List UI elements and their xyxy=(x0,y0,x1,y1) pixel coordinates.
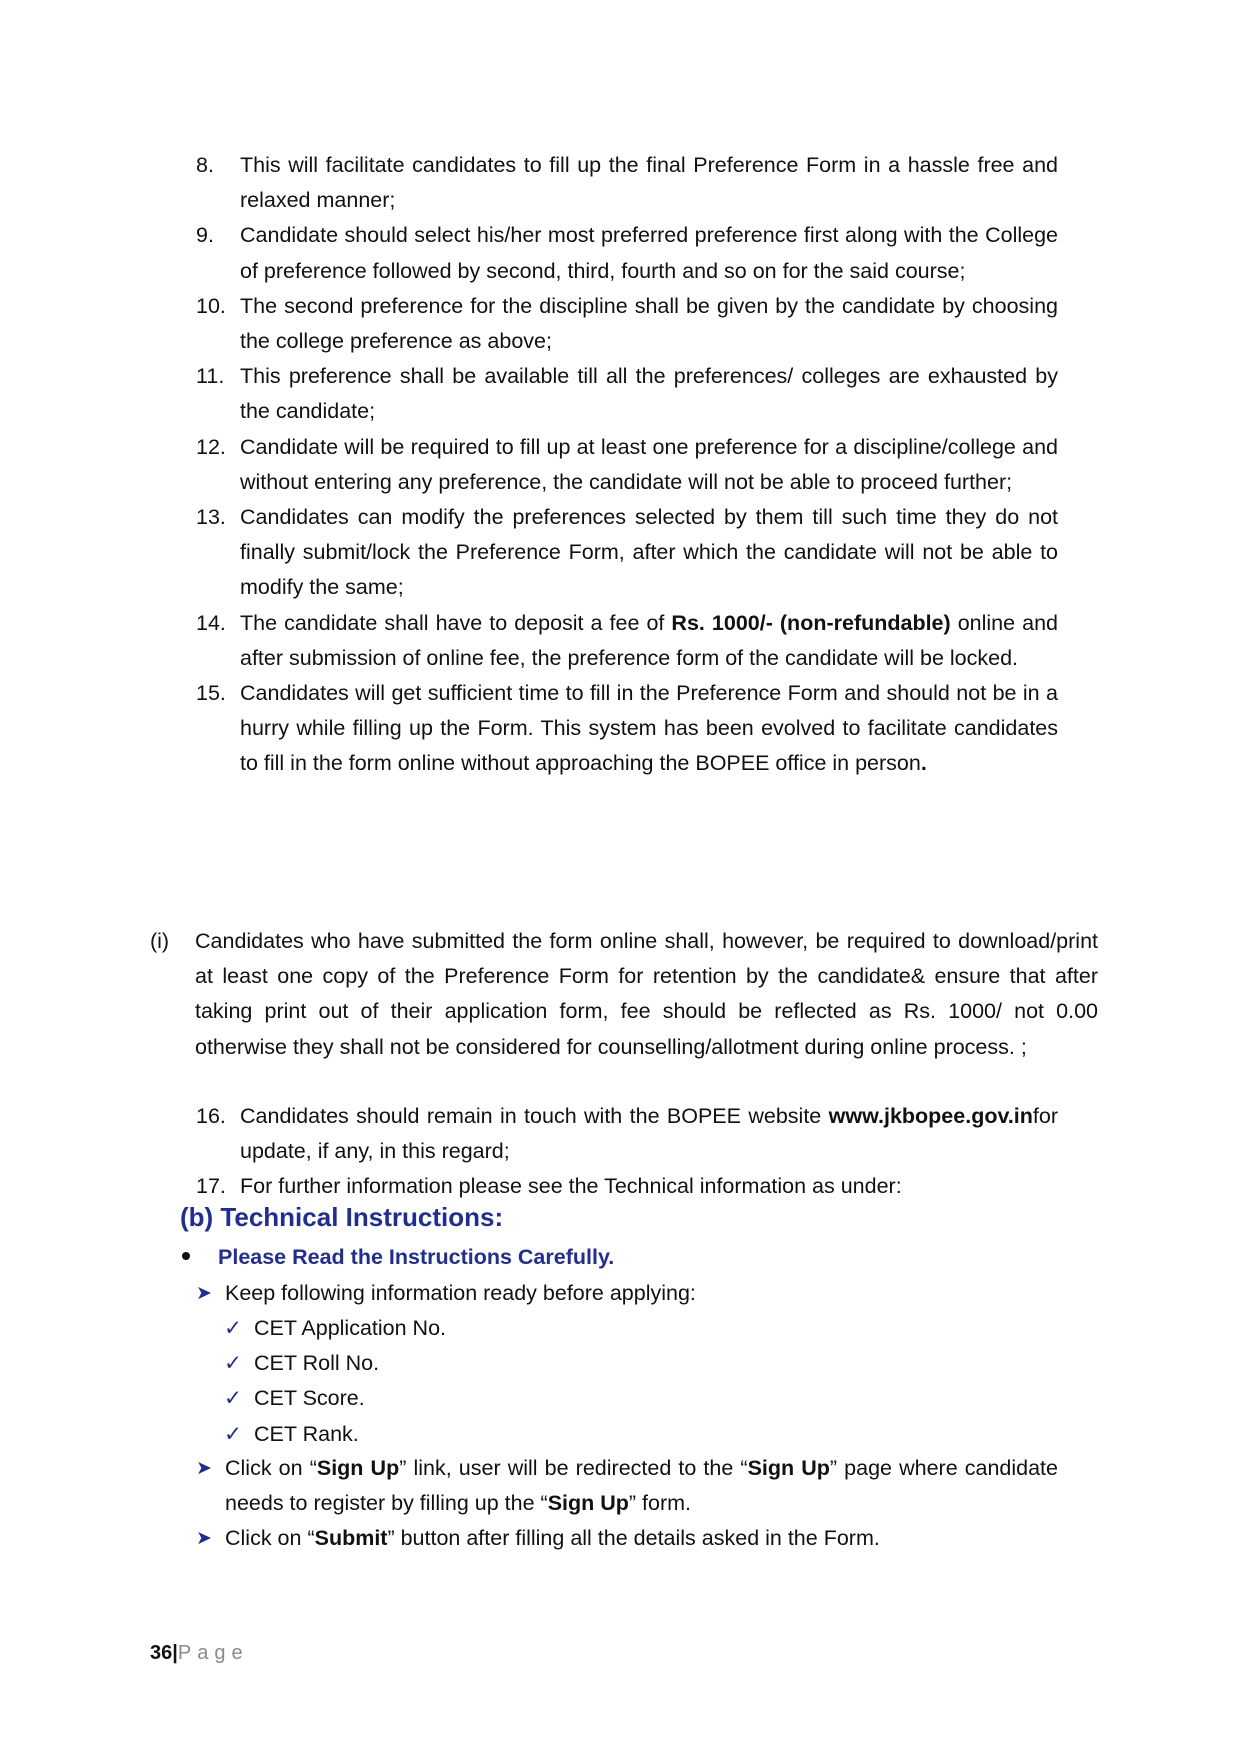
arrow-bullet-icon: ➤ xyxy=(196,1458,212,1479)
item-end-period: . xyxy=(920,751,927,776)
signup-term: Sign Up xyxy=(316,1456,400,1480)
checklist-item xyxy=(224,1346,446,1381)
item-number: 8. xyxy=(196,153,214,177)
checklist-item xyxy=(224,1311,446,1346)
checklist-text: CET Application No. xyxy=(254,1316,447,1340)
arrow-list xyxy=(196,1276,1058,1311)
arrow-item xyxy=(196,1276,1058,1311)
numbered-list-continued xyxy=(196,1099,1058,1205)
item-text: Candidate should select his/her most preferred preference first along with the College of preference followed by second, third, fourth and so on for the said course; xyxy=(240,223,1058,283)
item-text: For further information please see the Technical information as under: xyxy=(240,1174,902,1199)
section-heading: (b) Technical Instructions: xyxy=(180,1202,504,1232)
paragraph-i xyxy=(150,924,1098,1065)
item-text: This preference shall be available till all the preferences/ colleges are exhausted by the candidate; xyxy=(240,364,1058,424)
text-run: Click on “ xyxy=(225,1526,315,1551)
paragraph-text: Candidates who have submitted the form online shall, however, be required to download/print at least one copy of the Preference Form for retention by the candidate& ensure that after taking print out of their application form, fee should be reflected as Rs. 1000/ not 0.00 otherwise they shall not be considered for counselling/allotment during online process. ; xyxy=(195,929,1098,1059)
item-text: Candidates should remain in touch with the BOPEE website xyxy=(240,1104,829,1128)
item-text: online and after submission of online fee, the preference form of the candidate will be locked. xyxy=(240,610,1058,670)
checklist xyxy=(224,1311,446,1452)
page-footer xyxy=(150,1642,249,1665)
list-item xyxy=(196,676,1058,782)
footer-separator: | xyxy=(172,1642,178,1664)
text-run: ” button after filling all the details asked in the Form. xyxy=(387,1526,880,1551)
signup-term: Sign Up xyxy=(547,1491,629,1516)
text-run: Click on “ xyxy=(225,1456,317,1480)
check-icon: ✓ xyxy=(224,1316,243,1340)
item-number: 11. xyxy=(196,364,225,389)
page-number: 36 xyxy=(150,1642,173,1664)
item-number: 12. xyxy=(196,434,226,459)
checklist-text: CET Score. xyxy=(254,1386,365,1411)
list-item xyxy=(196,289,1058,359)
bullet-text: Please Read the Instructions Carefully. xyxy=(218,1245,615,1269)
paragraph-marker: (i) xyxy=(150,929,170,953)
list-item xyxy=(196,430,1058,500)
bullet-dot-icon xyxy=(182,1252,190,1260)
list-item xyxy=(196,1169,1058,1204)
check-icon: ✓ xyxy=(224,1386,243,1411)
check-icon: ✓ xyxy=(224,1351,243,1376)
text-run: ” page where candidate needs to register by filling up the “ xyxy=(225,1456,1058,1516)
item-text: Candidates can modify the preferences selected by them till such time they do not finally submit/lock the Preference Form, after which the candidate will not be able to modify the same; xyxy=(240,505,1058,600)
arrow-bullet-icon: ➤ xyxy=(196,1528,212,1550)
list-item xyxy=(196,500,1058,606)
item-text: This will facilitate candidates to fill up the final Preference Form in a hassle free and relaxed manner; xyxy=(240,153,1058,213)
arrow-list-steps xyxy=(196,1451,1058,1557)
item-number: 10. xyxy=(196,293,226,318)
item-text: Candidate will be required to fill up at least one preference for a discipline/college and without entering any preference, the candidate will not be able to proceed further; xyxy=(240,434,1058,494)
item-text: Candidates will get sufficient time to fill in the Preference Form and should not be in a hurry while filling up the Form. This system has been evolved to facilitate candidates to fill in the form online without approaching the BOPEE office in person xyxy=(240,681,1058,776)
arrow-item-submit xyxy=(196,1521,1058,1556)
item-number: 17. xyxy=(196,1174,226,1199)
checklist-text: CET Rank. xyxy=(254,1421,359,1446)
item-text: for update, if any, in this regard; xyxy=(240,1104,1058,1164)
arrow-item-signup xyxy=(196,1451,1058,1521)
page-label: Page xyxy=(177,1642,249,1664)
checklist-item xyxy=(224,1381,446,1416)
signup-term: Sign Up xyxy=(747,1456,830,1480)
list-item xyxy=(196,148,1058,218)
text-run: ” link, user will be redirected to the “ xyxy=(399,1456,748,1480)
checklist-item xyxy=(224,1417,446,1452)
arrow-bullet-icon: ➤ xyxy=(196,1283,212,1304)
list-item-fee xyxy=(196,606,1058,676)
text-run: ” form. xyxy=(628,1491,692,1516)
bullet-item xyxy=(182,1245,614,1270)
list-item xyxy=(196,218,1058,288)
check-icon: ✓ xyxy=(224,1421,243,1446)
fee-amount: Rs. 1000/- (non-refundable) xyxy=(671,610,951,635)
item-number: 9. xyxy=(196,223,214,248)
arrow-item-text: Keep following information ready before applying: xyxy=(225,1281,696,1305)
list-item-website xyxy=(196,1099,1058,1169)
item-text: The candidate shall have to deposit a fee of xyxy=(240,610,672,635)
numbered-list xyxy=(196,148,1058,782)
website-link[interactable]: www.jkbopee.gov.in xyxy=(828,1104,1033,1128)
list-item xyxy=(196,359,1058,429)
item-number: 16. xyxy=(196,1104,226,1128)
item-text: The second preference for the discipline shall be given by the candidate by choosing the college preference as above; xyxy=(240,293,1058,354)
item-number: 14. xyxy=(196,610,226,635)
item-number: 15. xyxy=(196,681,226,706)
checklist-text: CET Roll No. xyxy=(254,1351,380,1376)
item-number: 13. xyxy=(196,505,226,530)
submit-term: Submit xyxy=(314,1526,388,1551)
